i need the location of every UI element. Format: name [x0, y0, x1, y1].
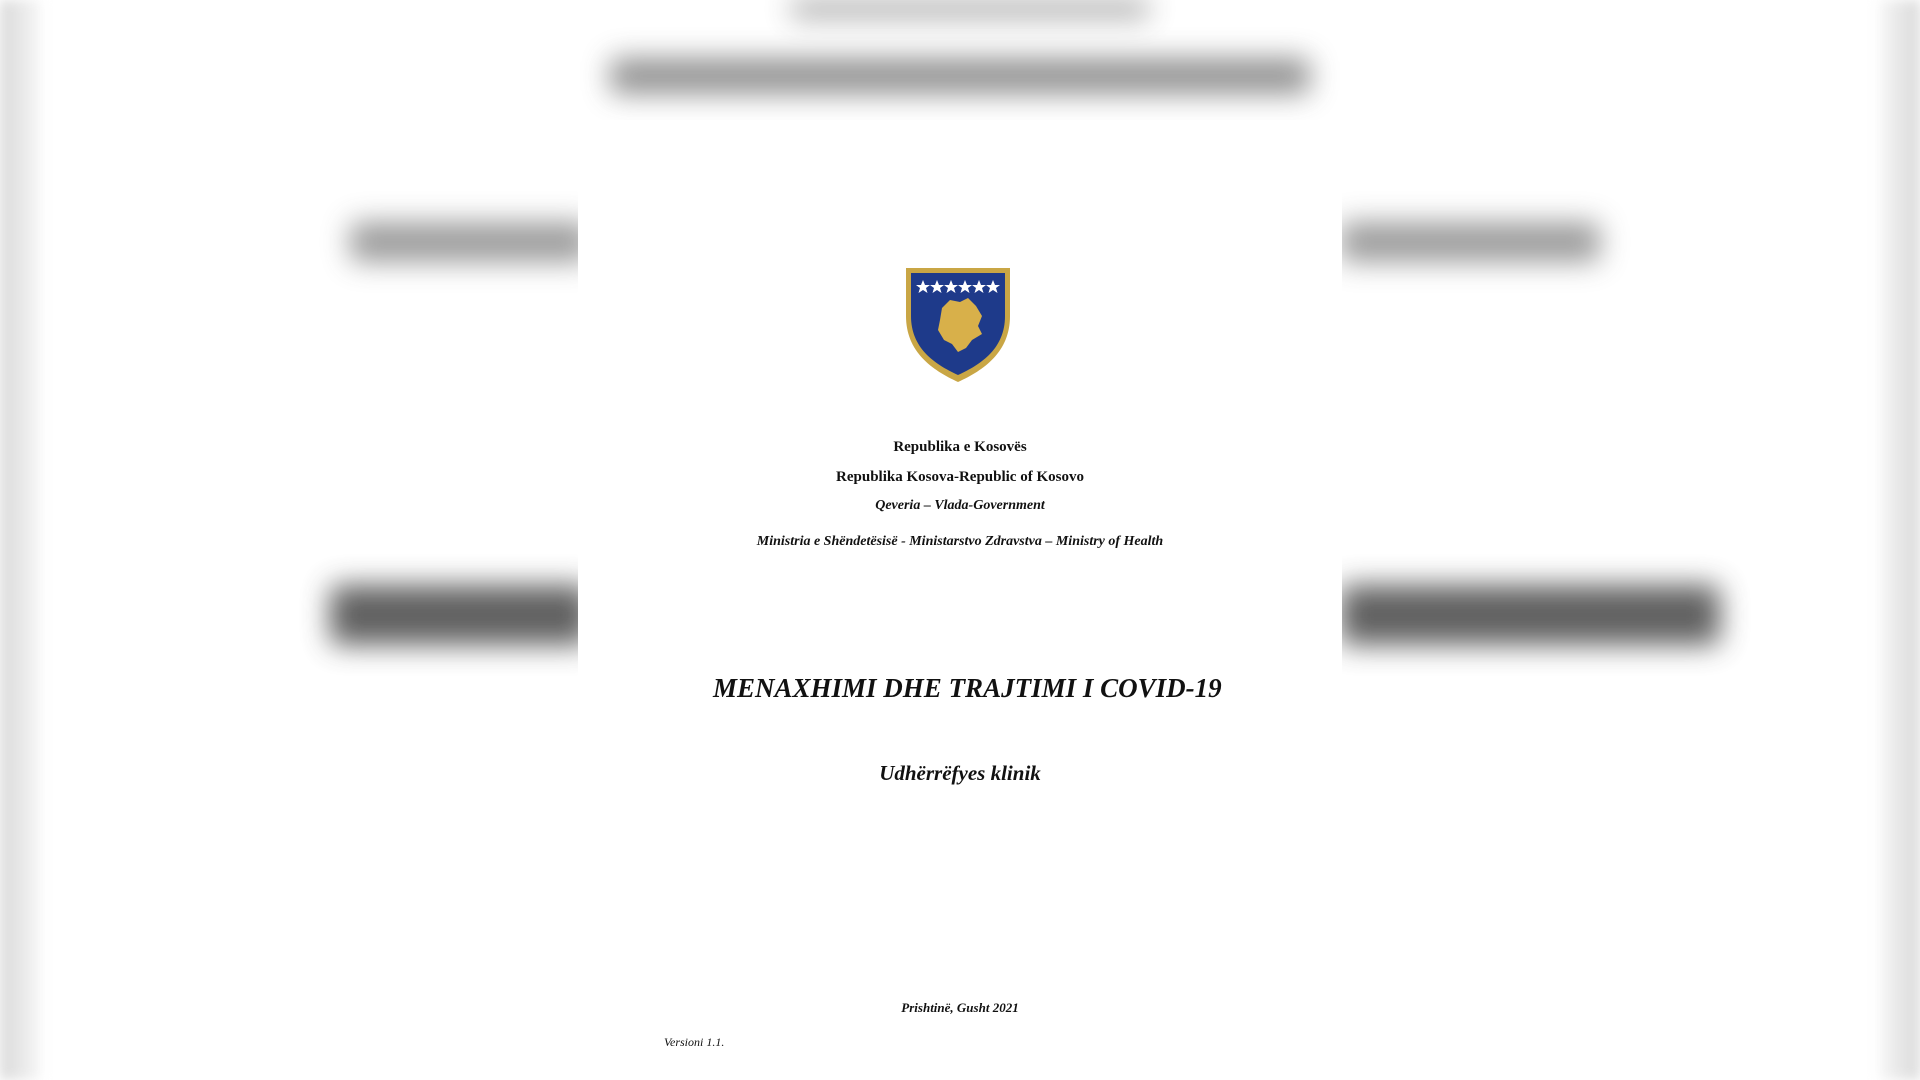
- blurred-text-left-1: [350, 222, 590, 262]
- header-ministry: Ministria e Shëndetësisë - Ministarstvo Zdravstva – Ministry of Health: [756, 534, 1164, 549]
- header-government: Qeveria – Vlada-Government: [875, 498, 1045, 513]
- blurred-text-right-2: [1340, 585, 1720, 645]
- place-date: Prishtinë, Gusht 2021: [901, 1000, 1019, 1015]
- blurred-text-right-1: [1340, 222, 1600, 262]
- kosovo-coat-of-arms-icon: [902, 264, 1014, 384]
- document-page: [578, 120, 1342, 1080]
- document-subtitle: Udhërrëfyes klinik: [879, 761, 1041, 785]
- header-republic-albanian: Republika e Kosovës: [893, 439, 1027, 455]
- blurred-text-top-2: [610, 58, 1310, 94]
- version-label: Versioni 1.1.: [664, 1035, 725, 1049]
- right-edge-shadow: [1880, 0, 1920, 1080]
- blurred-text-left-2: [330, 585, 590, 645]
- header-republic-multilingual: Republika Kosova-Republic of Kosovo: [836, 469, 1084, 485]
- left-edge-shadow: [0, 0, 40, 1080]
- blurred-text-top-1: [790, 0, 1150, 18]
- document-title: MENAXHIMI DHE TRAJTIMI I COVID-19: [713, 673, 1222, 703]
